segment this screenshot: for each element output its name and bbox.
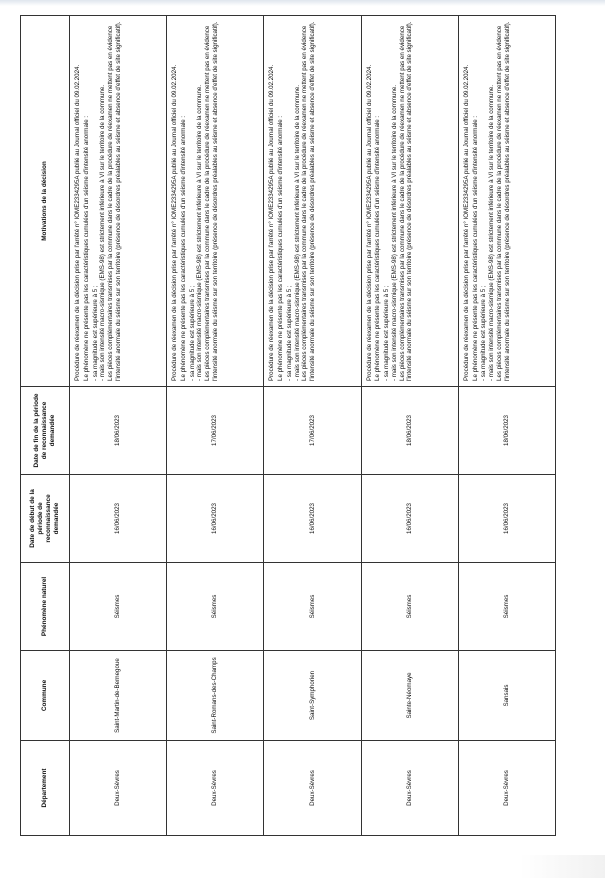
viewer-corner-shade [520,855,605,878]
motivation-bullet: - sa magnitude est supérieure à 5 ; [286,21,294,381]
motivation-bullet: - sa magnitude est supérieure à 5 ; [92,21,100,381]
motivation-line: Les pièces complémentaires transmises par la commune dans le cadre de la procédure de réexamen ne mettent pas en évidence l'intensité anormale du séisme sur son territoire (présence de désordres préalables au séisme et absence d'effet de site significatif). [495,21,511,381]
rotated-table-page [20,16,556,836]
motivation-line: Le phénomène ne présente pas les caractéristiques cumulées d'un séisme d'intensité anormale : [374,115,382,381]
header-phenomene: Phénomène naturel [21,563,70,651]
cell-commune: Sansais [458,651,555,741]
cell-date-debut: 16/06/2023 [458,475,555,563]
cell-date-fin: 18/06/2023 [458,387,555,475]
motivation-line: Les pièces complémentaires transmises par la commune dans le cadre de la procédure de réexamen ne mettent pas en évidence l'intensité anormale du séisme sur son territoire (présence de désordres préalables au séisme et absence d'effet de site significatif). [107,21,122,381]
motivation-intro: Procédure de réexamen de la décision prise par l'arrêté n° IOME2334295A publié au Journal officiel du 09.02.2024. [268,64,276,381]
cell-departement: Deux-Sèvres [264,741,361,836]
motivation-bullets [92,21,108,381]
motivation-bullet: - mais son intensité macro-sismique (EMS-98) est strictement inférieure à VI sur le territoire de la commune. [294,21,302,381]
motivation-line: Les pièces complémentaires transmises par la commune dans le cadre de la procédure de réexamen ne mettent pas en évidence l'intensité anormale du séisme sur son territoire (présence de désordres préalables au séisme et absence d'effet de site significatif). [398,21,414,381]
motivation-bullets [480,21,496,381]
motivation-intro: Procédure de réexamen de la décision prise par l'arrêté n° IOME2334295A publié au Journal officiel du 09.02.2024. [365,64,373,381]
motivation-bullet: - mais son intensité macro-sismique (EMS-98) est strictement inférieure à VI sur le territoire de la commune. [99,21,107,381]
cell-date-fin: 18/06/2023 [361,387,458,475]
cell-departement: Deux-Sèvres [70,741,167,836]
cell-date-fin: 18/06/2023 [70,387,167,475]
motivation-line: Le phénomène ne présente pas les caractéristiques cumulées d'un séisme d'intensité anormale : [179,115,187,381]
decision-table [20,15,556,836]
motivation-line: Les pièces complémentaires transmises par la commune dans le cadre de la procédure de réexamen ne mettent pas en évidence l'intensité anormale du séisme sur son territoire (présence de désordres préalables au séisme et absence d'effet de site significatif). [204,21,219,381]
cell-date-fin: 17/06/2023 [167,387,264,475]
table-row [458,16,555,836]
table-header-row [21,16,70,836]
cell-date-debut: 16/06/2023 [70,475,167,563]
header-date-fin: Date de fin de la période de reconnaissance demandée [21,387,70,475]
motivation-line: Les pièces complémentaires transmises par la commune dans le cadre de la procédure de réexamen ne mettent pas en évidence l'intensité anormale du séisme sur son territoire (présence de désordres préalables au séisme et absence d'effet de site significatif). [301,21,317,381]
cell-departement: Deux-Sèvres [167,741,264,836]
cell-motivations [264,16,361,387]
cell-departement: Deux-Sèvres [458,741,555,836]
header-date-debut: Date de début de la période de reconnaissance demandée [21,475,70,563]
motivation-intro: Procédure de réexamen de la décision prise par l'arrêté n° IOME2334295A publié au Journal officiel du 09.02.2024. [171,64,179,381]
table-row [70,16,167,836]
cell-phenomene: Séismes [361,563,458,651]
cell-departement: Deux-Sèvres [361,741,458,836]
cell-motivations [70,16,167,387]
table-row [264,16,361,836]
header-motivations: Motivations de la décision [21,16,70,387]
motivation-intro: Procédure de réexamen de la décision prise par l'arrêté n° IOME2334295A publié au Journal officiel du 09.02.2024. [462,64,470,381]
table-row [361,16,458,836]
motivation-bullet: - mais son intensité macro-sismique (EMS-98) est strictement inférieure à VI sur le territoire de la commune. [391,21,399,381]
viewer-top-bar [0,0,605,6]
cell-motivations [167,16,264,387]
motivation-bullet: - sa magnitude est supérieure à 5 ; [383,21,391,381]
header-commune: Commune [21,651,70,741]
cell-commune: Saint-Martin-de-Bernegoue [70,651,167,741]
motivation-line: Le phénomène ne présente pas les caractéristiques cumulées d'un séisme d'intensité anormale : [82,115,90,381]
motivation-bullet: - mais son intensité macro-sismique (EMS-98) est strictement inférieure à VI sur le territoire de la commune. [488,21,496,381]
cell-date-debut: 16/06/2023 [361,475,458,563]
motivation-intro: Procédure de réexamen de la décision prise par l'arrêté n° IOME2334295A publié au Journal officiel du 09.02.2024. [74,64,81,381]
cell-date-debut: 16/06/2023 [167,475,264,563]
motivation-bullets [383,21,399,381]
cell-date-fin: 17/06/2023 [264,387,361,475]
cell-phenomene: Séismes [167,563,264,651]
cell-phenomene: Séismes [70,563,167,651]
cell-commune: Saint-Symphorien [264,651,361,741]
cell-date-debut: 16/06/2023 [264,475,361,563]
cell-phenomene: Séismes [458,563,555,651]
motivation-line: Le phénomène ne présente pas les caractéristiques cumulées d'un séisme d'intensité anormale : [471,115,479,381]
cell-commune: Saint-Romans-des-Champs [167,651,264,741]
cell-phenomene: Séismes [264,563,361,651]
motivation-bullet: - sa magnitude est supérieure à 5 ; [189,21,197,381]
motivation-bullets [189,21,205,381]
cell-commune: Sainte-Néomaye [361,651,458,741]
cell-motivations [458,16,555,387]
motivation-bullet: - mais son intensité macro-sismique (EMS-98) est strictement inférieure à VI sur le territoire de la commune. [196,21,204,381]
motivation-line: Le phénomène ne présente pas les caractéristiques cumulées d'un séisme d'intensité anormale : [277,115,285,381]
table-row [167,16,264,836]
cell-motivations [361,16,458,387]
motivation-bullet: - sa magnitude est supérieure à 5 ; [480,21,488,381]
header-departement: Département [21,741,70,836]
motivation-bullets [286,21,302,381]
